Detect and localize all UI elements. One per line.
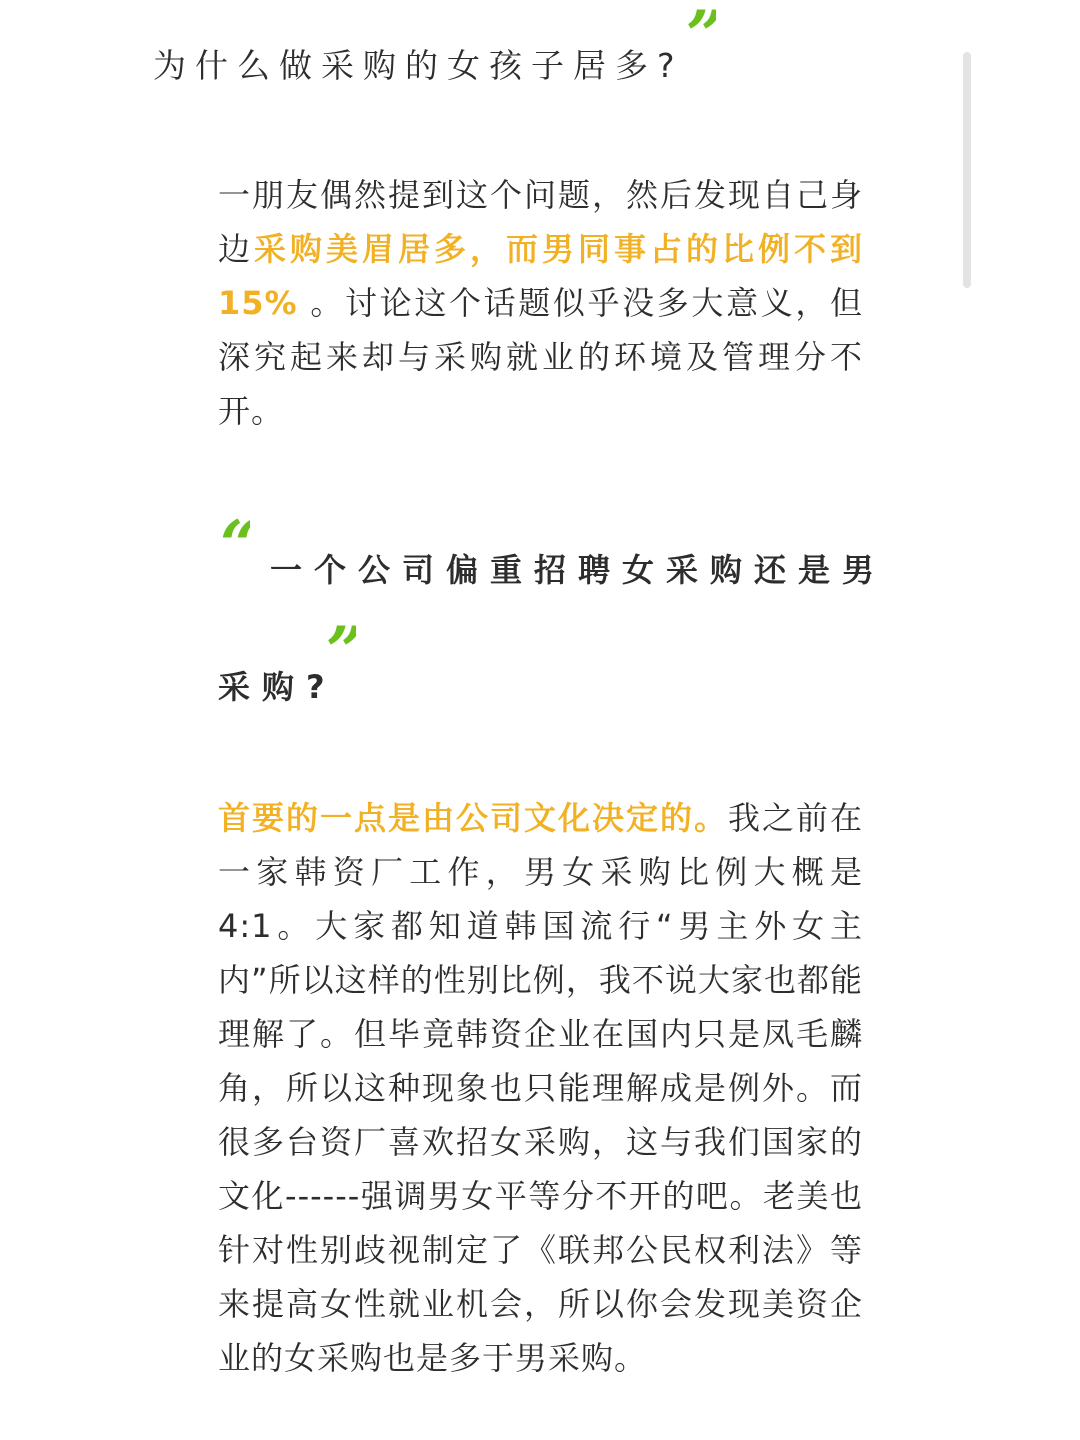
intro-text-end: 。讨论这个话题似乎没多大意义，但深究起来却与采购就业的环境及管理分不开。: [218, 284, 863, 430]
opening-quote-icon: “: [220, 512, 250, 552]
article-heading: 为什么做采购的女孩子居多?: [153, 46, 684, 85]
closing-quote-icon: ”: [326, 618, 356, 658]
closing-quote-icon: ”: [686, 2, 716, 42]
body-paragraph: [218, 791, 863, 1385]
body-highlight: 首要的一点是由公司文化决定的。: [218, 799, 728, 837]
intro-highlight: 采购美眉居多，而男同事占的比例不到15%: [218, 230, 863, 322]
intro-text-start: 一朋友偶然提到这个问题，然后发现自己身边: [218, 176, 863, 268]
sub-question-line-1: 一个公司偏重招聘女采购还是男: [270, 551, 887, 589]
sub-question-line-2: 采购?: [218, 668, 337, 706]
body-text: 我之前在一家韩资厂工作，男女采购比例大概是4:1。大家都知道韩国流行“男主外女主内”所以这样的性别比例，我不说大家也都能理解了。但毕竟韩资企业在国内只是凤毛麟角，所以这种现象也只能理解成是例外。而很多台资厂喜欢招女采购，这与我们国家的文化------强调男女平等分不开的吧。老美也针对性别歧视制定了《联邦公民权利法》等来提高女性就业机会，所以你会发现美资企业的女采购也是多于男采购。: [218, 799, 863, 1377]
scrollbar[interactable]: [963, 52, 971, 288]
intro-paragraph: [218, 168, 863, 438]
